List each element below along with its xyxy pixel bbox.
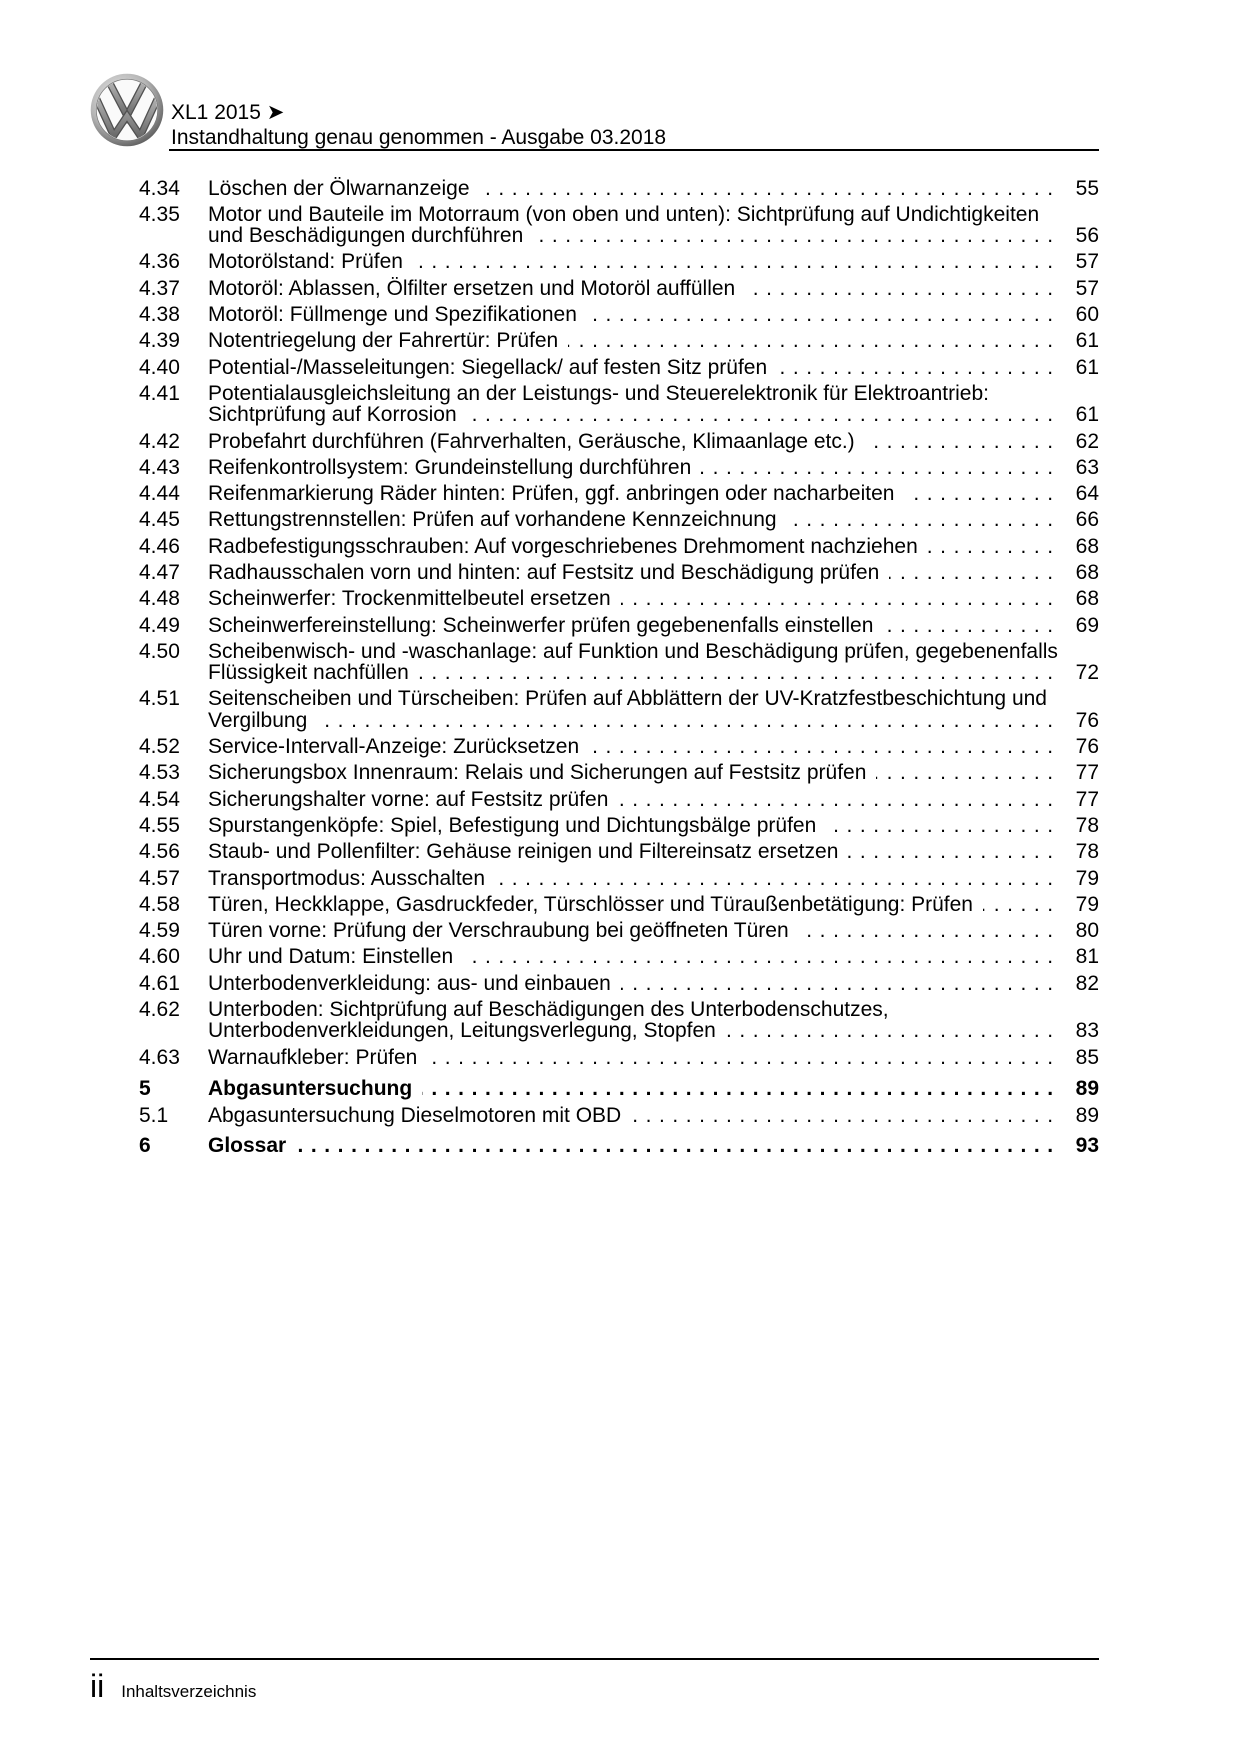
toc-entry-page: 68 bbox=[1075, 560, 1099, 584]
toc-entry-body bbox=[208, 841, 1099, 862]
toc-leader-dots bbox=[621, 973, 1054, 994]
toc-leader-dots bbox=[587, 304, 1054, 325]
toc-entry-number: 4.44 bbox=[139, 482, 180, 506]
toc-entry-number: 4.38 bbox=[139, 303, 180, 327]
table-of-contents bbox=[139, 178, 1099, 1163]
toc-entry-number: 4.56 bbox=[139, 840, 180, 864]
toc-entry-body bbox=[208, 383, 1099, 426]
toc-entry-title: Scheibenwisch- und -waschanlage: auf Funktion und Beschädigung prüfen, gegebenenfalls bbox=[208, 639, 1058, 663]
toc-entry-line bbox=[208, 1020, 1099, 1041]
toc-entry-title: Radbefestigungsschrauben: Auf vorgeschriebenes Drehmoment nachziehen bbox=[208, 534, 918, 558]
toc-entry-page: 57 bbox=[1075, 276, 1099, 300]
toc-entry-line bbox=[208, 588, 1099, 609]
toc-entry-title: Spurstangenköpfe: Spiel, Befestigung und Dichtungsbälge prüfen bbox=[208, 813, 817, 837]
toc-entry-page: 78 bbox=[1075, 813, 1099, 837]
toc-entry-title: Radhausschalen vorn und hinten: auf Festsitz und Beschädigung prüfen bbox=[208, 560, 880, 584]
toc-entry-body bbox=[208, 1047, 1099, 1068]
toc-entry-title: Vergilbung bbox=[208, 708, 308, 732]
toc-leader-dots bbox=[480, 178, 1055, 199]
toc-entry-page: 61 bbox=[1075, 329, 1099, 353]
toc-entry-page: 64 bbox=[1075, 482, 1099, 506]
toc-entry[interactable] bbox=[139, 178, 1099, 199]
toc-entry-line bbox=[208, 304, 1099, 325]
toc-entry[interactable] bbox=[139, 999, 1099, 1042]
toc-entry-title: Sicherungshalter vorne: auf Festsitz prüfen bbox=[208, 787, 609, 811]
toc-entry-title: Transportmodus: Ausschalten bbox=[208, 866, 486, 890]
toc-entry-page: 89 bbox=[1075, 1103, 1099, 1127]
toc-entry-number: 4.57 bbox=[139, 866, 180, 890]
toc-entry-title: Unterboden: Sichtprüfung auf Beschädigungen des Unterbodenschutzes, bbox=[208, 997, 889, 1021]
toc-entry-line bbox=[208, 946, 1099, 967]
toc-entry-title: Reifenmarkierung Räder hinten: Prüfen, ggf. anbringen oder nacharbeiten bbox=[208, 482, 895, 506]
toc-leader-dots bbox=[826, 815, 1054, 836]
toc-entry-body bbox=[208, 178, 1099, 199]
toc-entry-title: Motoröl: Füllmenge und Spezifikationen bbox=[208, 303, 577, 327]
toc-leader-dots bbox=[413, 251, 1054, 272]
toc-entry-title: Motor und Bauteile im Motorraum (von oben und unten): Sichtprüfung auf Undichtigkeiten bbox=[208, 202, 1040, 226]
toc-entry-line bbox=[208, 357, 1099, 378]
toc-entry-body bbox=[208, 688, 1099, 731]
toc-entry-title: Probefahrt durchführen (Fahrverhalten, Geräusche, Klimaanlage etc.) bbox=[208, 429, 855, 453]
toc-leader-dots bbox=[317, 710, 1054, 731]
toc-entry[interactable] bbox=[139, 946, 1099, 967]
footer-divider bbox=[90, 1658, 1099, 1660]
toc-entry-number: 4.63 bbox=[139, 1045, 180, 1069]
toc-leader-dots bbox=[876, 762, 1054, 783]
toc-entry-line bbox=[208, 278, 1099, 299]
toc-entry-number: 4.36 bbox=[139, 250, 180, 274]
header-model-title: XL1 2015 ➤ bbox=[171, 101, 285, 124]
toc-entry[interactable] bbox=[139, 278, 1099, 299]
toc-entry[interactable] bbox=[139, 736, 1099, 757]
toc-chapter-entry[interactable] bbox=[139, 1135, 1099, 1156]
toc-entry-number: 4.40 bbox=[139, 355, 180, 379]
toc-leader-dots bbox=[296, 1135, 1054, 1156]
toc-entry[interactable] bbox=[139, 868, 1099, 889]
toc-entry-line bbox=[208, 204, 1099, 225]
toc-entry-page: 60 bbox=[1075, 303, 1099, 327]
toc-entry-page: 79 bbox=[1075, 892, 1099, 916]
toc-entry-page: 85 bbox=[1075, 1045, 1099, 1069]
toc-entry-line bbox=[208, 562, 1099, 583]
toc-entry-line bbox=[208, 457, 1099, 478]
toc-entry-title: und Beschädigungen durchführen bbox=[208, 224, 524, 248]
toc-entry-line bbox=[208, 431, 1099, 452]
toc-entry-body bbox=[208, 946, 1099, 967]
toc-entry-number: 4.42 bbox=[139, 429, 180, 453]
toc-entry[interactable] bbox=[139, 431, 1099, 452]
toc-entry[interactable] bbox=[139, 383, 1099, 426]
toc-entry-line bbox=[208, 841, 1099, 862]
toc-entry-page: 79 bbox=[1075, 866, 1099, 890]
toc-leader-dots bbox=[467, 404, 1054, 425]
toc-entry-line bbox=[208, 536, 1099, 557]
toc-leader-dots bbox=[889, 562, 1054, 583]
toc-entry-line bbox=[208, 688, 1099, 709]
toc-entry-number: 4.41 bbox=[139, 381, 180, 405]
toc-leader-dots bbox=[787, 509, 1054, 530]
toc-leader-dots bbox=[883, 615, 1054, 636]
toc-leader-dots bbox=[904, 483, 1054, 504]
toc-entry-page: 63 bbox=[1075, 455, 1099, 479]
toc-entry-number: 4.52 bbox=[139, 735, 180, 759]
toc-entry-line bbox=[208, 999, 1099, 1020]
header-divider bbox=[169, 149, 1099, 151]
toc-entry-body bbox=[208, 1135, 1099, 1156]
toc-entry-title: Flüssigkeit nachfüllen bbox=[208, 661, 409, 685]
toc-leader-dots bbox=[419, 662, 1054, 683]
toc-entry[interactable] bbox=[139, 762, 1099, 783]
toc-entry-number: 4.50 bbox=[139, 639, 180, 663]
toc-entry-body bbox=[208, 509, 1099, 530]
toc-entry-body bbox=[208, 1078, 1099, 1099]
toc-entry-number: 6 bbox=[139, 1134, 151, 1158]
toc-entry[interactable] bbox=[139, 251, 1099, 272]
toc-leader-dots bbox=[865, 431, 1054, 452]
toc-entry[interactable] bbox=[139, 588, 1099, 609]
toc-entry-body bbox=[208, 868, 1099, 889]
toc-entry-title: Service-Intervall-Anzeige: Zurücksetzen bbox=[208, 735, 580, 759]
toc-entry-title: Rettungstrennstellen: Prüfen auf vorhandene Kennzeichnung bbox=[208, 508, 777, 532]
toc-entry-line bbox=[208, 383, 1099, 404]
toc-entry-line bbox=[208, 330, 1099, 351]
toc-entry-page: 77 bbox=[1075, 787, 1099, 811]
toc-entry-title: Potentialausgleichsleitung an der Leistungs- und Steuerelektronik für Elektroantrieb: bbox=[208, 381, 989, 405]
toc-entry-number: 4.39 bbox=[139, 329, 180, 353]
toc-entry-title: Abgasuntersuchung bbox=[208, 1076, 413, 1100]
toc-entry-line bbox=[208, 868, 1099, 889]
toc-entry[interactable] bbox=[139, 688, 1099, 731]
toc-entry-body bbox=[208, 815, 1099, 836]
toc-entry[interactable] bbox=[139, 509, 1099, 530]
toc-entry[interactable] bbox=[139, 841, 1099, 862]
toc-entry-line bbox=[208, 615, 1099, 636]
vw-logo bbox=[90, 73, 164, 147]
toc-entry-body bbox=[208, 304, 1099, 325]
toc-entry-line bbox=[208, 483, 1099, 504]
toc-entry-page: 83 bbox=[1075, 1019, 1099, 1043]
toc-entry-number: 4.49 bbox=[139, 613, 180, 637]
toc-entry-line bbox=[208, 251, 1099, 272]
toc-entry-body bbox=[208, 204, 1099, 247]
toc-entry-number: 4.55 bbox=[139, 813, 180, 837]
toc-entry-line bbox=[208, 920, 1099, 941]
toc-entry-line bbox=[208, 1135, 1099, 1156]
toc-entry[interactable] bbox=[139, 815, 1099, 836]
toc-leader-dots bbox=[618, 789, 1054, 810]
toc-entry[interactable] bbox=[139, 536, 1099, 557]
toc-entry-page: 72 bbox=[1075, 661, 1099, 685]
toc-entry-line bbox=[208, 762, 1099, 783]
toc-leader-dots bbox=[621, 588, 1054, 609]
footer-section-title: Inhaltsverzeichnis bbox=[121, 1682, 257, 1701]
toc-entry-title: Türen, Heckklappe, Gasdruckfeder, Türschlösser und Türaußenbetätigung: Prüfen bbox=[208, 892, 973, 916]
toc-entry-title: Unterbodenverkleidungen, Leitungsverlegung, Stopfen bbox=[208, 1019, 716, 1043]
toc-entry-body bbox=[208, 1105, 1099, 1126]
toc-entry-page: 57 bbox=[1075, 250, 1099, 274]
toc-entry-line bbox=[208, 710, 1099, 731]
toc-entry-number: 4.61 bbox=[139, 971, 180, 995]
toc-leader-dots bbox=[745, 278, 1054, 299]
toc-entry[interactable] bbox=[139, 357, 1099, 378]
toc-entry-page: 81 bbox=[1075, 945, 1099, 969]
toc-entry-title: Sichtprüfung auf Korrosion bbox=[208, 403, 457, 427]
toc-entry-line bbox=[208, 225, 1099, 246]
toc-entry-line bbox=[208, 178, 1099, 199]
toc-entry-title: Seitenscheiben und Türscheiben: Prüfen auf Abblättern der UV-Kratzfestbeschichtung und bbox=[208, 687, 1047, 711]
toc-entry-body bbox=[208, 736, 1099, 757]
toc-leader-dots bbox=[701, 457, 1054, 478]
header-subtitle: Instandhaltung genau genommen - Ausgabe 03.2018 bbox=[171, 126, 667, 149]
toc-entry[interactable] bbox=[139, 1047, 1099, 1068]
toc-entry[interactable] bbox=[139, 562, 1099, 583]
toc-entry-title: Abgasuntersuchung Dieselmotoren mit OBD bbox=[208, 1103, 622, 1127]
toc-leader-dots bbox=[631, 1105, 1054, 1126]
toc-leader-dots bbox=[589, 736, 1054, 757]
toc-entry-line bbox=[208, 404, 1099, 425]
toc-entry-line bbox=[208, 1078, 1099, 1099]
toc-entry-line bbox=[208, 1105, 1099, 1126]
toc-entry-line bbox=[208, 894, 1099, 915]
toc-entry-line bbox=[208, 1047, 1099, 1068]
toc-entry-number: 4.45 bbox=[139, 508, 180, 532]
toc-entry-number: 4.60 bbox=[139, 945, 180, 969]
toc-entry-number: 5 bbox=[139, 1076, 151, 1100]
toc-entry-page: 61 bbox=[1075, 403, 1099, 427]
toc-entry-body bbox=[208, 431, 1099, 452]
toc-entry-page: 69 bbox=[1075, 613, 1099, 637]
toc-leader-dots bbox=[533, 225, 1054, 246]
toc-entry-page: 82 bbox=[1075, 971, 1099, 995]
toc-entry-body bbox=[208, 999, 1099, 1042]
toc-entry-number: 5.1 bbox=[139, 1103, 169, 1127]
toc-entry-line bbox=[208, 641, 1099, 662]
toc-leader-dots bbox=[983, 894, 1054, 915]
toc-entry-line bbox=[208, 662, 1099, 683]
toc-leader-dots bbox=[463, 946, 1054, 967]
toc-leader-dots bbox=[928, 536, 1054, 557]
toc-entry-number: 4.37 bbox=[139, 276, 180, 300]
toc-entry-page: 68 bbox=[1075, 534, 1099, 558]
toc-entry-number: 4.59 bbox=[139, 919, 180, 943]
toc-entry-page: 76 bbox=[1075, 735, 1099, 759]
toc-entry-number: 4.51 bbox=[139, 687, 180, 711]
toc-entry-page: 61 bbox=[1075, 355, 1099, 379]
toc-entry-page: 80 bbox=[1075, 919, 1099, 943]
toc-entry-body bbox=[208, 278, 1099, 299]
toc-entry-title: Sicherungsbox Innenraum: Relais und Sicherungen auf Festsitz prüfen bbox=[208, 761, 867, 785]
toc-entry-number: 4.43 bbox=[139, 455, 180, 479]
toc-entry[interactable] bbox=[139, 920, 1099, 941]
toc-entry-line bbox=[208, 736, 1099, 757]
toc-entry-number: 4.34 bbox=[139, 176, 180, 200]
toc-entry-body bbox=[208, 251, 1099, 272]
toc-leader-dots bbox=[799, 920, 1054, 941]
toc-entry-page: 77 bbox=[1075, 761, 1099, 785]
toc-leader-dots bbox=[422, 1078, 1054, 1099]
toc-entry-number: 4.48 bbox=[139, 587, 180, 611]
toc-leader-dots bbox=[495, 868, 1054, 889]
toc-entry-body bbox=[208, 894, 1099, 915]
toc-entry-page: 68 bbox=[1075, 587, 1099, 611]
toc-entry-body bbox=[208, 641, 1099, 684]
toc-entry-page: 78 bbox=[1075, 840, 1099, 864]
toc-entry[interactable] bbox=[139, 457, 1099, 478]
toc-entry[interactable] bbox=[139, 789, 1099, 810]
toc-entry-body bbox=[208, 457, 1099, 478]
toc-entry[interactable] bbox=[139, 204, 1099, 247]
toc-entry[interactable] bbox=[139, 330, 1099, 351]
toc-entry-body bbox=[208, 762, 1099, 783]
toc-entry-title: Motorölstand: Prüfen bbox=[208, 250, 403, 274]
toc-entry-title: Türen vorne: Prüfung der Verschraubung bei geöffneten Türen bbox=[208, 919, 789, 943]
footer-page-number: ii bbox=[90, 1668, 105, 1704]
toc-entry-title: Motoröl: Ablassen, Ölfilter ersetzen und Motoröl auffüllen bbox=[208, 276, 736, 300]
toc-entry[interactable] bbox=[139, 641, 1099, 684]
toc-entry[interactable] bbox=[139, 304, 1099, 325]
toc-entry-title: Potential-/Masseleitungen: Siegellack/ auf festen Sitz prüfen bbox=[208, 355, 768, 379]
toc-entry-page: 93 bbox=[1075, 1134, 1099, 1158]
toc-leader-dots bbox=[568, 330, 1054, 351]
toc-entry[interactable] bbox=[139, 615, 1099, 636]
toc-entry-page: 89 bbox=[1075, 1076, 1099, 1100]
toc-entry-title: Unterbodenverkleidung: aus- und einbauen bbox=[208, 971, 611, 995]
toc-entry-title: Scheinwerfereinstellung: Scheinwerfer prüfen gegebenenfalls einstellen bbox=[208, 613, 874, 637]
toc-entry-title: Notentriegelung der Fahrertür: Prüfen bbox=[208, 329, 559, 353]
toc-entry-body bbox=[208, 920, 1099, 941]
toc-entry-line bbox=[208, 789, 1099, 810]
toc-chapter-entry[interactable] bbox=[139, 1078, 1099, 1099]
toc-entry-title: Reifenkontrollsystem: Grundeinstellung durchführen bbox=[208, 455, 692, 479]
footer bbox=[90, 1668, 256, 1704]
toc-entry-number: 4.46 bbox=[139, 534, 180, 558]
toc-entry-number: 4.35 bbox=[139, 202, 180, 226]
toc-entry-number: 4.62 bbox=[139, 997, 180, 1021]
toc-entry-body bbox=[208, 973, 1099, 994]
toc-entry-page: 66 bbox=[1075, 508, 1099, 532]
toc-entry-title: Staub- und Pollenfilter: Gehäuse reinigen und Filtereinsatz ersetzen bbox=[208, 840, 839, 864]
toc-leader-dots bbox=[777, 357, 1054, 378]
toc-entry[interactable] bbox=[139, 973, 1099, 994]
toc-entry-page: 56 bbox=[1075, 224, 1099, 248]
toc-entry-page: 62 bbox=[1075, 429, 1099, 453]
toc-entry-number: 4.54 bbox=[139, 787, 180, 811]
toc-entry-body bbox=[208, 789, 1099, 810]
toc-entry-title: Uhr und Datum: Einstellen bbox=[208, 945, 454, 969]
toc-leader-dots bbox=[427, 1047, 1054, 1068]
toc-entry-line bbox=[208, 815, 1099, 836]
toc-entry-title: Glossar bbox=[208, 1134, 287, 1158]
toc-entry-line bbox=[208, 509, 1099, 530]
toc-entry-body bbox=[208, 536, 1099, 557]
toc-entry-page: 76 bbox=[1075, 708, 1099, 732]
toc-entry-title: Scheinwerfer: Trockenmittelbeutel ersetzen bbox=[208, 587, 611, 611]
toc-entry[interactable] bbox=[139, 1105, 1099, 1126]
toc-entry-body bbox=[208, 330, 1099, 351]
toc-entry[interactable] bbox=[139, 894, 1099, 915]
toc-entry-body bbox=[208, 615, 1099, 636]
toc-entry-body bbox=[208, 562, 1099, 583]
toc-entry-body bbox=[208, 357, 1099, 378]
toc-entry-body bbox=[208, 483, 1099, 504]
toc-entry[interactable] bbox=[139, 483, 1099, 504]
toc-entry-number: 4.47 bbox=[139, 560, 180, 584]
toc-leader-dots bbox=[848, 841, 1054, 862]
toc-leader-dots bbox=[726, 1020, 1054, 1041]
toc-entry-page: 55 bbox=[1075, 176, 1099, 200]
toc-entry-title: Löschen der Ölwarnanzeige bbox=[208, 176, 470, 200]
toc-entry-title: Warnaufkleber: Prüfen bbox=[208, 1045, 418, 1069]
toc-entry-number: 4.58 bbox=[139, 892, 180, 916]
toc-entry-number: 4.53 bbox=[139, 761, 180, 785]
toc-entry-line bbox=[208, 973, 1099, 994]
toc-entry-body bbox=[208, 588, 1099, 609]
